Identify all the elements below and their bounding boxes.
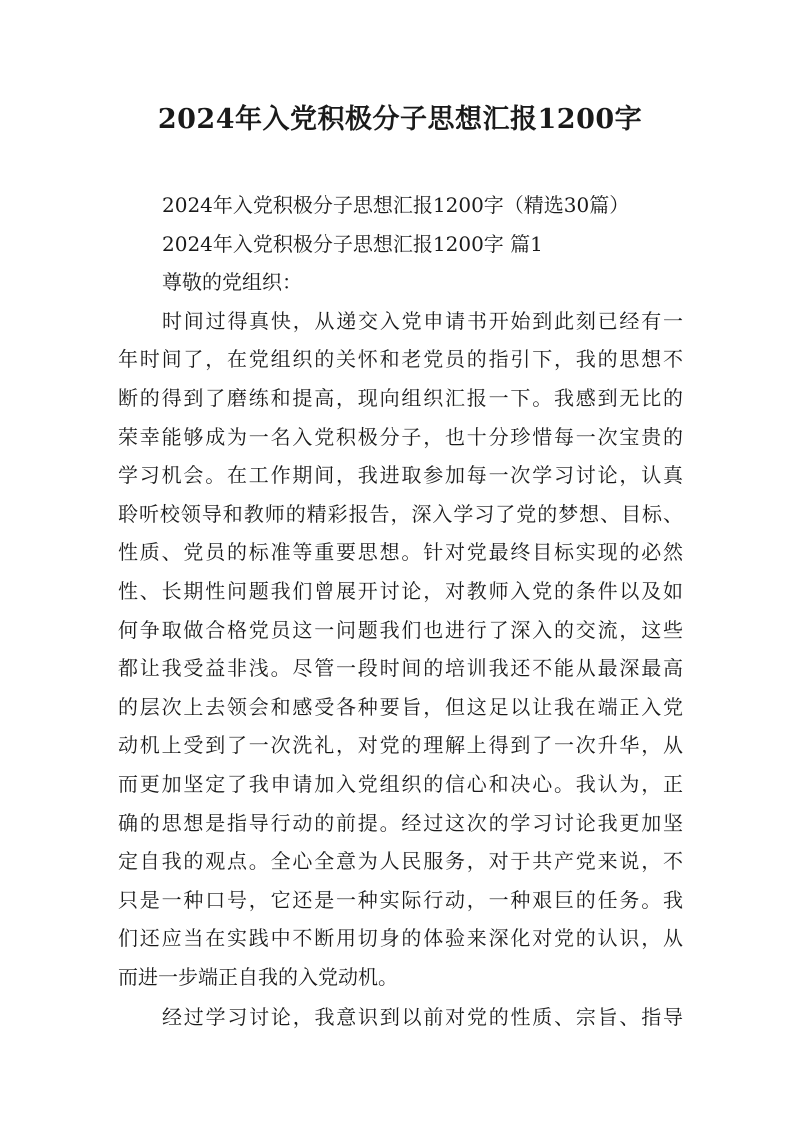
document-title: 2024年入党积极分子思想汇报1200字 — [157, 104, 643, 135]
paragraph-line: 确的思想是指导行动的前提。经过这次的学习讨论我更加坚 — [118, 810, 683, 835]
paragraph-line: 学习机会。在工作期间，我进取参加每一次学习讨论，认真 — [118, 463, 683, 488]
paragraph-line: 动机上受到了一次洗礼，对党的理解上得到了一次升华，从 — [118, 733, 683, 758]
paragraph-line: 性质、党员的标准等重要思想。针对党最终目标实现的必然 — [118, 540, 683, 565]
paragraph-line: 经过学习讨论，我意识到以前对党的性质、宗旨、指导 — [162, 1005, 683, 1030]
paragraph-line: 2024年入党积极分子思想汇报1200字（精选30篇） — [162, 193, 630, 217]
paragraph-line: 尊敬的党组织： — [162, 270, 302, 295]
paragraph-line: 们还应当在实践中不断用切身的体验来深化对党的认识，从 — [118, 926, 683, 951]
paragraph-line: 只是一种口号，它还是一种实际行动，一种艰巨的任务。我 — [118, 887, 683, 912]
paragraph-line: 时间过得真快，从递交入党申请书开始到此刻已经有一 — [162, 308, 683, 333]
paragraph-line: 断的得到了磨练和提高，现向组织汇报一下。我感到无比的 — [118, 385, 683, 410]
paragraph-line: 聆听校领导和教师的精彩报告，深入学习了党的梦想、目标、 — [118, 501, 683, 526]
paragraph-line: 荣幸能够成为一名入党积极分子，也十分珍惜每一次宝贵的 — [118, 424, 683, 449]
document-body — [118, 186, 683, 1037]
paragraph-line: 性、长期性问题我们曾展开讨论，对教师入党的条件以及如 — [118, 578, 683, 603]
paragraph-line: 都让我受益非浅。尽管一段时间的培训我还不能从最深最高 — [118, 656, 683, 681]
paragraph-line: 年时间了，在党组织的关怀和老党员的指引下，我的思想不 — [118, 347, 683, 372]
paragraph-line: 而更加坚定了我申请加入党组织的信心和决心。我认为，正 — [118, 771, 683, 796]
paragraph-line: 的层次上去领会和感受各种要旨，但这足以让我在端正入党 — [118, 694, 683, 719]
paragraph-line: 何争取做合格党员这一问题我们也进行了深入的交流，这些 — [118, 617, 683, 642]
paragraph-line: 2024年入党积极分子思想汇报1200字 篇1 — [162, 231, 543, 256]
paragraph-line: 而进一步端正自我的入党动机。 — [118, 964, 398, 989]
paragraph-line: 定自我的观点。全心全意为人民服务，对于共产党来说，不 — [118, 849, 683, 874]
